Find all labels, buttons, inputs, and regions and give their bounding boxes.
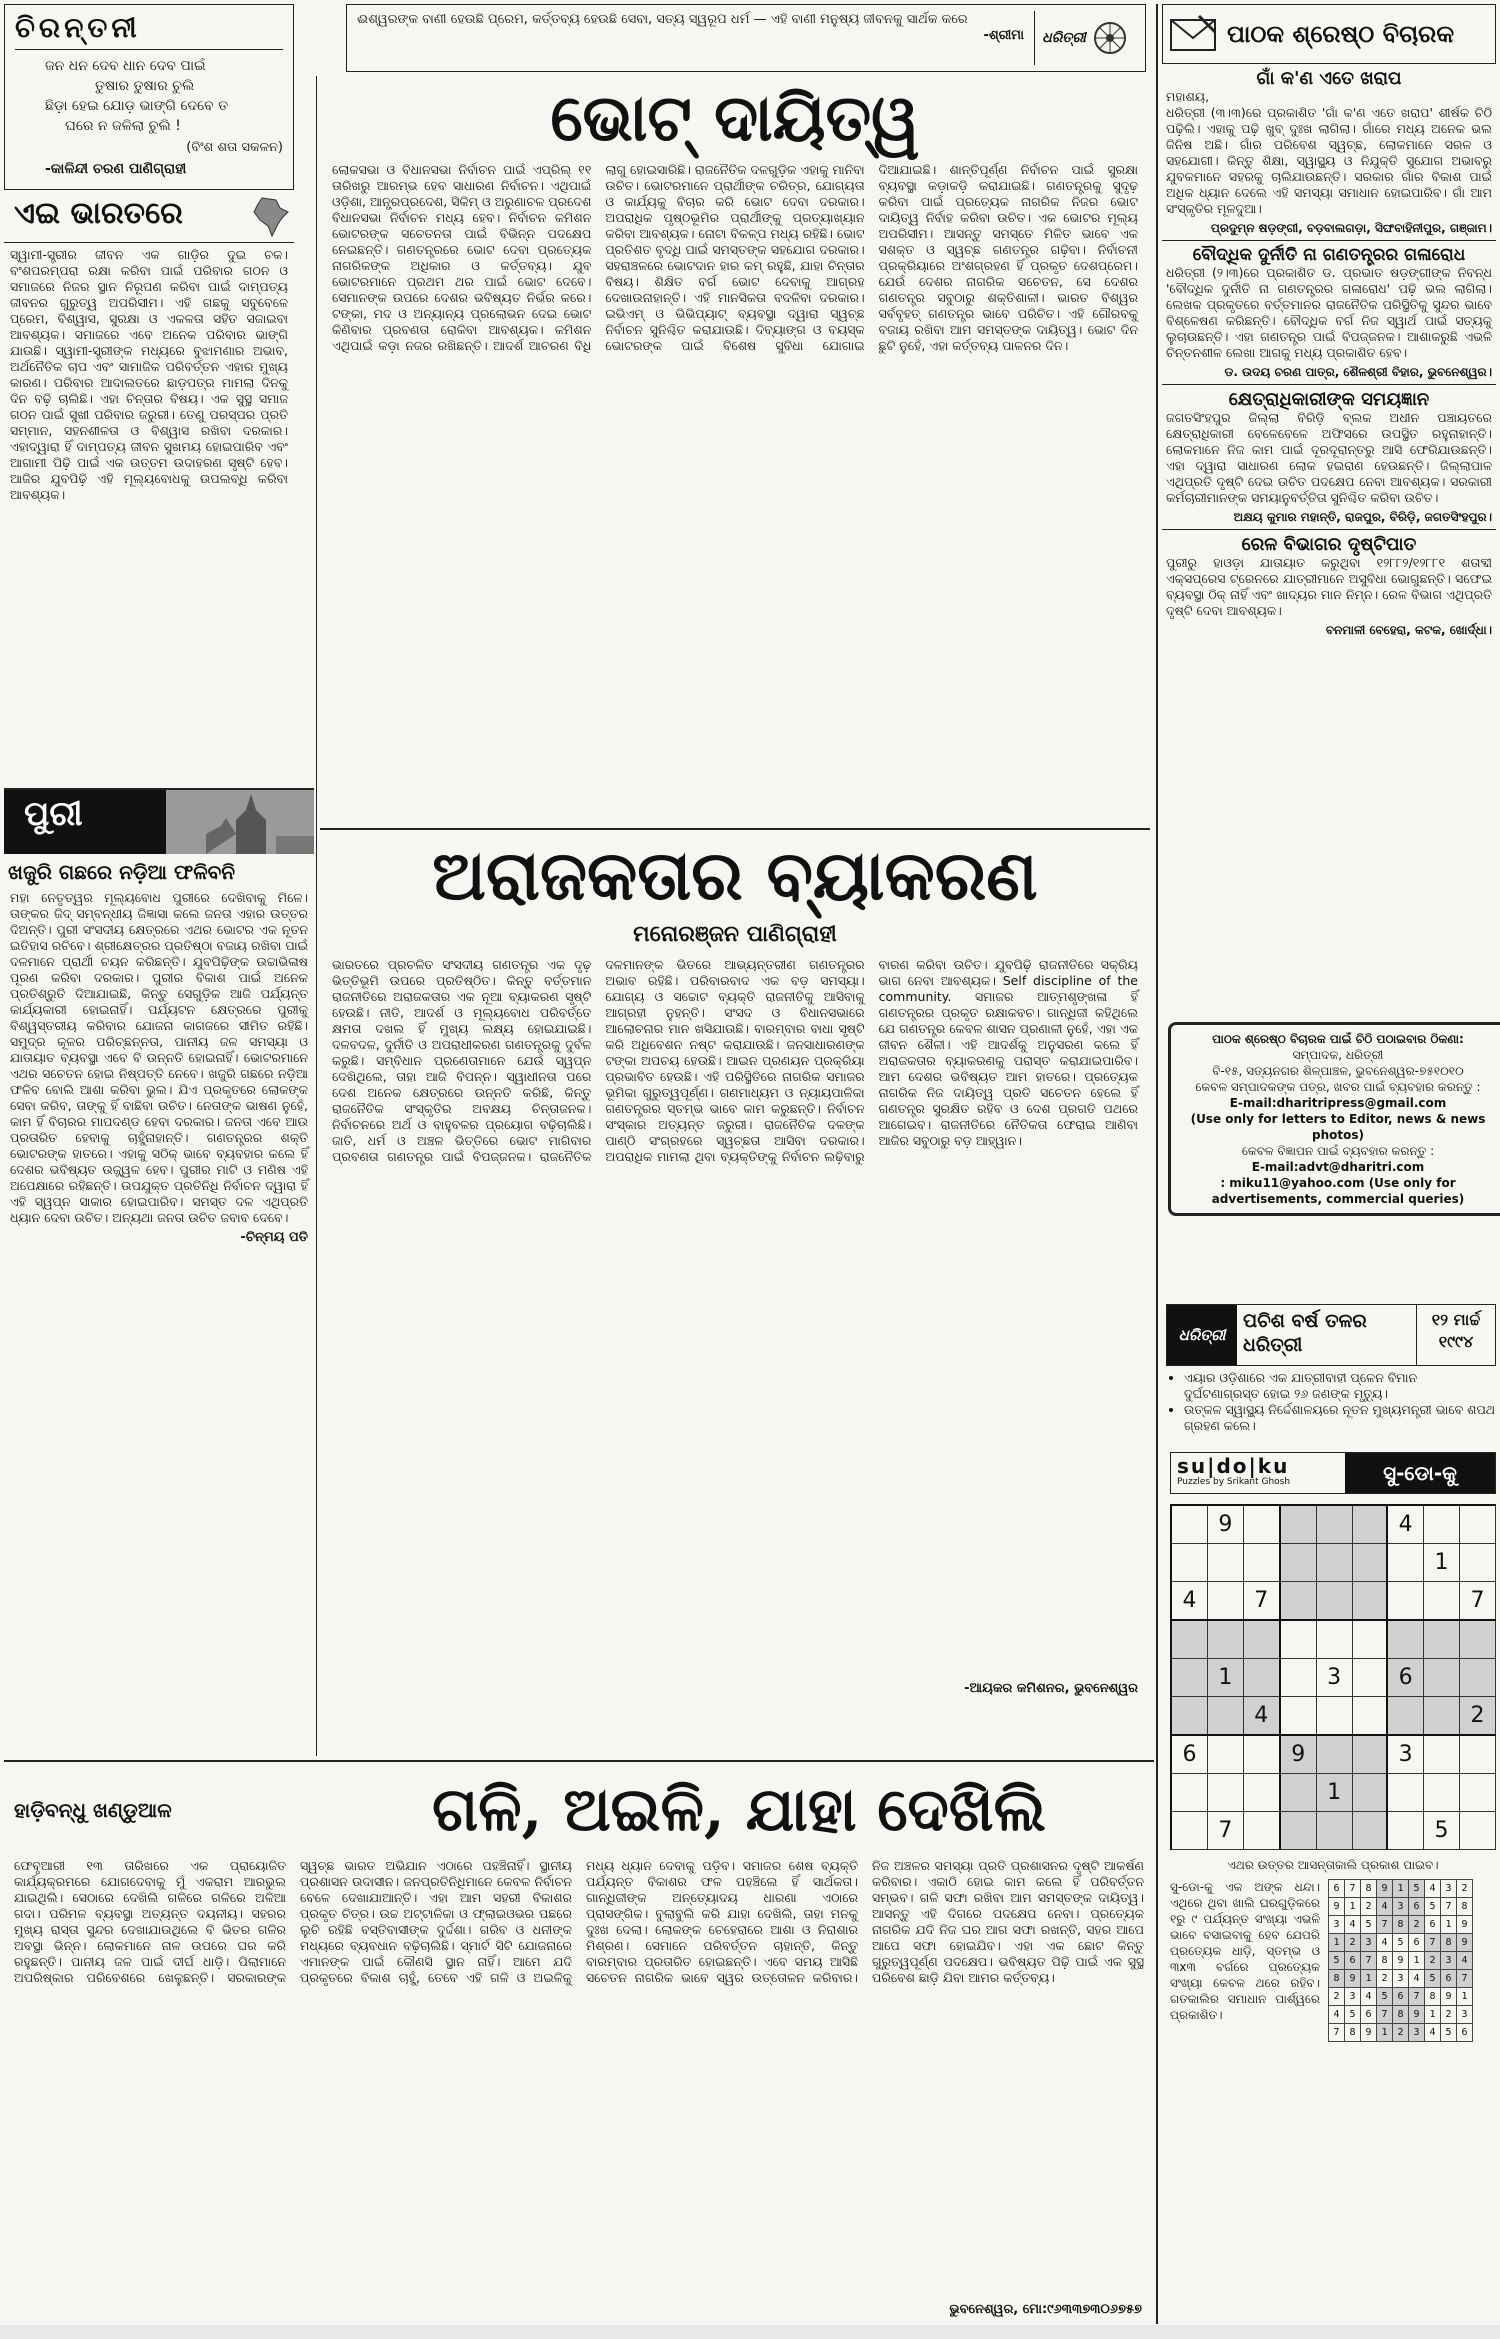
gali-headline: ଗଳି, ଅଇଳି, ଯାହା ଦେଖିଲି: [432, 1775, 1046, 1845]
solution-cell: 6: [1393, 1988, 1409, 2006]
solution-cell: 1: [1409, 1952, 1425, 1970]
sudoku-cell[interactable]: [1316, 1697, 1352, 1736]
twentyfive-logo: ଧରିତ୍ରୀ: [1167, 1305, 1237, 1365]
solution-cell: 4: [1377, 1934, 1393, 1952]
sudoku-cell[interactable]: [1280, 1774, 1316, 1812]
letter-1: ଗାଁ କ'ଣ ଏତେ ଖରାପ ମହାଶୟ, ଧରିତ୍ରୀ (୩।୩)ରେ ପ୍ରକାଶିତ 'ଗାଁ କ'ଣ ଏତେ ଖରାପ' ଶୀର୍ଷକ ଚିଠି ପଢ଼ିଲି। ଏହାକୁ ପଢ଼ି ଖୁବ୍ ଦୁଃଖ ଲାଗିଲା। ଗାଁରେ ମଧ୍ୟ ଅନେକ ଭଲ ଜିନିଷ ଅଛି। ଗାଁର ପରିବେଶ ସ୍ୱଚ୍ଛ, ଲୋକମାନେ ସରଳ ଓ ସହଯୋଗୀ। କିନ୍ତୁ ଶିକ୍ଷା, ସ୍ୱାସ୍ଥ୍ୟ ଓ ନିଯୁକ୍ତି ସୁଯୋଗ ଅଭାବରୁ ଯୁବକମାନେ ସହରକୁ ଚାଲିଯାଉଛନ୍ତି। ସରକାର ଗାଁର ବିକାଶ ପାଇଁ ଅଧିକ ଧ୍ୟାନ ଦେଲେ ଏହି ସମସ୍ୟା ସମାଧାନ ହୋଇପାରିବ। ଗାଁ ଆମ ସଂସ୍କୃତିର ମୂଳଦୁଆ। ପ୍ରଦୁମ୍ନ ଷଡ଼ଙ୍ଗୀ, ବଡ଼ବାଲଗଡ଼ା, ସିଙ୍ଘବାହିନୀପୁର, ଗଞ୍ଜାମ।: [1166, 68, 1492, 235]
ajibharat-title: ଏଇ ଭାରତରେ: [14, 196, 183, 231]
chirantani-source: (ବିଂଶ ଶତା ସକଳନ): [186, 140, 283, 155]
sudoku-cell[interactable]: [1171, 1620, 1207, 1659]
sudoku-cell[interactable]: 1: [1207, 1659, 1243, 1697]
solution-cell: 4: [1425, 2024, 1441, 2042]
sudoku-cell[interactable]: [1243, 1774, 1279, 1812]
ajibharat-body: ସ୍ୱାମୀ-ସ୍ତ୍ରୀର ଜୀବନ ଏକ ଗାଡ଼ିର ଦୁଇ ଚକ। ବଂଶପରମ୍ପରା ରକ୍ଷା କରିବା ପାଇଁ ପରିବାର ଗଠନ ଓ ସମାଜରେ ନିଜର ସ୍ଥାନ ନିରୂପଣ କରିବା ପାଇଁ ଦାମ୍ପତ୍ୟ ଜୀବନର ଗୁରୁତ୍ୱ ଅପରିସୀମ। ଏହି ଗଛକୁ ସବୁବେଳେ ପ୍ରେମ, ବିଶ୍ୱାସ, ସୁରକ୍ଷା ଓ ଏକଳତା ସହିତ ସଜାଇବା ଆବଶ୍ୟକ। ସମାଜରେ ଏବେ ଅନେକ ପରିବାର ଭାଙ୍ଗି ଯାଉଛି। ସ୍ୱାମୀ-ସ୍ତ୍ରୀଙ୍କ ମଧ୍ୟରେ ବୁଝାମଣାର ଅଭାବ, ଅର୍ଥନୈତିକ ଚାପ ଏବଂ ସାମାଜିକ ପରିବର୍ତ୍ତନ ଏହାର ମୁଖ୍ୟ କାରଣ। ପରିବାର ଆଦାଲତରେ ଛାଡ଼ପତ୍ର ମାମଲା ଦିନକୁ ଦିନ ବଢ଼ି ଚାଲିଛି। ଏହା ଚିନ୍ତାର ବିଷୟ। ଏକ ସୁସ୍ଥ ସମାଜ ଗଠନ ପାଇଁ ସୁଖୀ ପରିବାର ଜରୁରୀ। ତେଣୁ ପରସ୍ପର ପ୍ରତି ସମ୍ମାନ, ସହନଶୀଳତା ଓ ବିଶ୍ୱାସ ରଖିବା ଦରକାର। ଏହାଦ୍ୱାରା ହିଁ ଦାମ୍ପତ୍ୟ ଜୀବନ ସୁଖମୟ ହୋଇପାରିବ ଏବଂ ଆଗାମୀ ପିଢ଼ି ପାଇଁ ଏକ ଉତ୍ତମ ଉଦାହରଣ ସୃଷ୍ଟି ହେବ। ଆଜିର ଯୁବପିଢ଼ି ଏହି ମୂଲ୍ୟବୋଧକୁ ଉପଲବ୍ଧି କରିବା ଆବଶ୍ୟକ।: [10, 247, 288, 502]
solution-cell: 4: [1361, 1988, 1377, 2006]
email-advt[interactable]: E-mail:advt@dharitri.com: [1251, 1160, 1425, 1174]
solution-cell: 1: [1457, 1988, 1473, 2006]
sudoku-cell[interactable]: 1: [1316, 1774, 1352, 1812]
solution-cell: 9: [1457, 1916, 1473, 1934]
sudoku-cell[interactable]: [1424, 1620, 1460, 1659]
sudoku-cell[interactable]: [1352, 1812, 1387, 1850]
solution-cell: 5: [1361, 1916, 1377, 1934]
solution-cell: 4: [1425, 1880, 1441, 1898]
chakra-icon: [1092, 20, 1128, 56]
sudoku-cell[interactable]: [1316, 1544, 1352, 1582]
sudoku-cell[interactable]: [1352, 1735, 1387, 1774]
solution-cell: 1: [1425, 2006, 1441, 2024]
sudoku-cell[interactable]: [1352, 1620, 1387, 1659]
sudoku-grid[interactable]: [1170, 1504, 1496, 1850]
solution-cell: 9: [1345, 1970, 1361, 1988]
vote-body: ଲୋକସଭା ଓ ବିଧାନସଭା ନିର୍ବାଚନ ପାଇଁ ଏପ୍ରିଲ୍ ୧୧ ତାରିଖରୁ ଆରମ୍ଭ ହେବ ସାଧାରଣ ନିର୍ବାଚନ। ଏଥିପାଇଁ ଓଡ଼ିଶା, ଆନ୍ଧ୍ରପ୍ରଦେଶ, ସିକିମ୍ ଓ ଅରୁଣାଚଳ ପ୍ରଦେଶ ବିଧାନସଭା ନିର୍ବାଚନ ମଧ୍ୟ ହେବ। ନିର୍ବାଚନ କମିଶନ ଭୋଟରଙ୍କ ସଚେତନତା ପାଇଁ ବିଭିନ୍ନ ପଦକ୍ଷେପ ନେଇଛନ୍ତି। ଗଣତନ୍ତ୍ରରେ ଭୋଟ ଦେବା ପ୍ରତ୍ୟେକ ନାଗରିକଙ୍କ ଅଧିକାର ଓ କର୍ତ୍ତବ୍ୟ। ଯୁବ ଭୋଟରମାନେ ପ୍ରଥମ ଥର ପାଇଁ ଭୋଟ ଦେବେ। ସେମାନଙ୍କ ଉପରେ ଦେଶର ଭବିଷ୍ୟତ ନିର୍ଭର କରେ। ଟଙ୍କା, ମଦ ଓ ଅନ୍ୟାନ୍ୟ ପ୍ରଲୋଭନ ଦେଇ ଭୋଟ କିଣିବାର ପ୍ରବଣତା ରୋକିବା ଆବଶ୍ୟକ। କମିଶନ ଏଥିପାଇଁ କଡ଼ା ନଜର ରଖିଛନ୍ତି। ଆଦର୍ଶ ଆଚରଣ ବିଧି ଲାଗୁ ହୋଇସାରିଛି। ରାଜନୈତିକ ଦଳଗୁଡ଼ିକ ଏହାକୁ ମାନିବା ଉଚିତ। ଭୋଟରମାନେ ପ୍ରାର୍ଥୀଙ୍କ ଚରିତ୍ର, ଯୋଗ୍ୟତା ଓ କାର୍ଯ୍ୟକୁ ବିଚାର କରି ଭୋଟ ଦେବା ଦରକାର। ଅପରାଧିକ ପୃଷ୍ଠଭୂମିର ପ୍ରାର୍ଥୀଙ୍କୁ ପ୍ରତ୍ୟାଖ୍ୟାନ କରିବା ଆବଶ୍ୟକ। ନୋଟା ବିକଳ୍ପ ମଧ୍ୟ ରହିଛି। ଭୋଟ ପ୍ରତିଶତ ବୃଦ୍ଧି ପାଇଁ ସମସ୍ତଙ୍କ ସହଯୋଗ ଦରକାର। ସହରାଞ୍ଚଳରେ ଭୋଟଦାନ ହାର କମ୍ ରହୁଛି, ଯାହା ଚିନ୍ତାର ବିଷୟ। ଶିକ୍ଷିତ ବର୍ଗ ଭୋଟ ଦେବାକୁ ଆଗ୍ରହ ଦେଖାଉନାହାନ୍ତି। ଏହି ମାନସିକତା ବଦଳିବା ଦରକାର। ଇଭିଏମ୍ ଓ ଭିଭିପ୍ୟାଟ୍ ବ୍ୟବସ୍ଥା ଦ୍ୱାରା ସ୍ୱଚ୍ଛ ନିର୍ବାଚନ ସୁନିଶ୍ଚିତ କରାଯାଉଛି। ଦିବ୍ୟାଙ୍ଗ ଓ ବୟସ୍କ ଭୋଟରଙ୍କ ପାଇଁ ବିଶେଷ ସୁବିଧା ଯୋଗାଇ ଦିଆଯାଇଛି। ଶାନ୍ତିପୂର୍ଣ୍ଣ ନିର୍ବାଚନ ପାଇଁ ସୁରକ୍ଷା ବ୍ୟବସ୍ଥା କଡ଼ାକଡ଼ି କରାଯାଇଛି। ଗଣତନ୍ତ୍ରକୁ ସୁଦୃଢ଼ କରିବା ପାଇଁ ପ୍ରତ୍ୟେକ ନାଗରିକ ନିଜର ଭୋଟ ଦାୟିତ୍ୱ ନିର୍ବାହ କରିବା ଉଚିତ। ଏକ ଭୋଟର ମୂଲ୍ୟ ଅପରିସୀମ। ଆସନ୍ତୁ ସମସ୍ତେ ମିଳିତ ଭାବେ ଏକ ସଶକ୍ତ ଓ ସ୍ୱଚ୍ଛ ଗଣତନ୍ତ୍ର ଗଢ଼ିବା। ନିର୍ବାଚନୀ ପ୍ରକ୍ରିୟାରେ ଅଂଶଗ୍ରହଣ ହିଁ ପ୍ରକୃତ ଦେଶପ୍ରେମ। ଯେଉଁ ଦେଶର ନାଗରିକ ସଚେତନ, ସେ ଦେଶର ଗଣତନ୍ତ୍ର ସବୁଠାରୁ ଶକ୍ତିଶାଳୀ। ଭାରତ ବିଶ୍ୱର ସର୍ବବୃହତ୍ ଗଣତନ୍ତ୍ର ଭାବେ ପରିଚିତ। ଏହି ଗୌରବକୁ ବଜାୟ ରଖିବା ଆମ ସମସ୍ତଙ୍କ ଦାୟିତ୍ୱ। ଭୋଟ ଦିନ ଛୁଟି ନୁହେଁ, ଏହା କର୍ତ୍ତବ୍ୟ ପାଳନର ଦିନ।: [332, 162, 1138, 353]
dharitri-logo: ଧରିତ୍ରୀ: [1042, 30, 1086, 46]
sudoku-cell[interactable]: [1424, 1697, 1460, 1736]
solution-cell: 6: [1441, 1970, 1457, 1988]
solution-cell: 2: [1393, 2024, 1409, 2042]
solution-cell: 2: [1345, 1934, 1361, 1952]
sudoku-cell[interactable]: [1316, 1582, 1352, 1621]
chirantani-author: -କାଳିନ୍ଦୀ ଚରଣ ପାଣିଗ୍ରାହୀ: [45, 161, 187, 177]
letter-3: କ୍ଷେତ୍ରାଧିକାରୀଙ୍କ ସମୟଜ୍ଞାନ ଜଗତସିଂହପୁର ଜିଲ୍ଲା ବିରିଡ଼ି ବ୍ଲକ ଅଧୀନ ପଞ୍ଚାୟତରେ କ୍ଷେତ୍ରାଧିକାରୀ ବେଳେବେଳେ ଅଫିସରେ ଉପସ୍ଥିତ ରହୁନାହାନ୍ତି। ଲୋକମାନେ ନିଜ କାମ ପାଇଁ ଦୂରଦୂରାନ୍ତରୁ ଆସି ଫେରିଯାଉଛନ୍ତି। ଏହା ଦ୍ୱାରା ସାଧାରଣ ଲୋକ ହଇରାଣ ହେଉଛନ୍ତି। ଜିଲ୍ଲାପାଳ ଏଥିପ୍ରତି ଦୃଷ୍ଟି ଦେଇ ଉଚିତ ପଦକ୍ଷେପ ନେବା ଆବଶ୍ୟକ। ସରକାରୀ କର୍ମଚାରୀମାନଙ୍କ ସମୟାନୁବର୍ତ୍ତିତା ସୁନିଶ୍ଚିତ କରିବା ଉଚିତ। ଅକ୍ଷୟ କୁମାର ମହାନ୍ତି, ରାଜପୁର, ବିରିଡ଼ି, ଜଗତସିଂହପୁର।: [1162, 384, 1496, 529]
sudoku-cell[interactable]: [1243, 1544, 1279, 1582]
sudoku-cell[interactable]: 9: [1207, 1505, 1243, 1544]
letter-icon: [1169, 14, 1219, 54]
solution-cell: 8: [1329, 1970, 1345, 1988]
solution-cell: 8: [1393, 2006, 1409, 2024]
sudoku-cell[interactable]: [1387, 1582, 1423, 1621]
sudoku-cell[interactable]: [1280, 1812, 1316, 1850]
gali-signoff: ଭୁବନେଶ୍ୱର, ମୋ:୯୬୩୩୭୩୦୬୭୫୭: [949, 2302, 1142, 2317]
sudoku-cell[interactable]: [1171, 1697, 1207, 1736]
email-yahoo[interactable]: : miku11@yahoo.com (Use only for: [1220, 1176, 1456, 1190]
sudoku-cell[interactable]: [1316, 1505, 1352, 1544]
twentyfive-title: ପଚିଶ ବର୍ଷ ତଳର ଧରିତ୍ରୀ: [1243, 1310, 1367, 1356]
solution-cell: 6: [1409, 1898, 1425, 1916]
solution-cell: 2: [1457, 1880, 1473, 1898]
twentyfive-years: [1166, 1304, 1496, 1444]
sudoku-cell[interactable]: 7: [1207, 1812, 1243, 1850]
solution-cell: 5: [1425, 1970, 1441, 1988]
solution-cell: 7: [1329, 2024, 1345, 2042]
solution-cell: 5: [1409, 1880, 1425, 1898]
solution-cell: 9: [1457, 1934, 1473, 1952]
solution-cell: 7: [1425, 1934, 1441, 1952]
solution-cell: 2: [1409, 1916, 1425, 1934]
sudoku-cell[interactable]: [1243, 1505, 1279, 1544]
sudoku-cell[interactable]: [1316, 1735, 1352, 1774]
sudoku-cell[interactable]: [1460, 1659, 1496, 1697]
sudoku-cell[interactable]: 5: [1424, 1812, 1460, 1850]
vote-headline: ଭୋଟ୍ ଦାୟିତ୍ୱ: [550, 81, 920, 156]
solution-cell: 8: [1457, 1898, 1473, 1916]
solution-cell: 2: [1377, 1970, 1393, 1988]
puri-column: [4, 788, 314, 1758]
column-rule: [1156, 4, 1158, 2324]
sudoku-cell[interactable]: [1352, 1774, 1387, 1812]
sudoku-cell[interactable]: 6: [1387, 1659, 1423, 1697]
sudoku-cell[interactable]: [1352, 1659, 1387, 1697]
arajakata-headline: ଅରାଜକତାର ବ୍ୟାକରଣ: [432, 836, 1038, 916]
india-map-icon: [250, 196, 290, 240]
sudoku-cell[interactable]: [1460, 1812, 1496, 1850]
twentyfive-date: ୧୨ ମାର୍ଚ୍ଚ ୧୯୯୪: [1416, 1305, 1495, 1365]
solution-cell: 6: [1345, 1952, 1361, 1970]
solution-cell: 3: [1361, 1934, 1377, 1952]
solution-cell: 4: [1377, 1898, 1393, 1916]
solution-cell: 7: [1457, 1970, 1473, 1988]
sudoku-cell[interactable]: [1280, 1544, 1316, 1582]
sudoku-cell[interactable]: [1460, 1505, 1496, 1544]
arajakata-article: [320, 828, 1150, 1723]
temple-image: [166, 790, 314, 854]
twentyfive-item: • ଏୟାର ଓଡ଼ିଶାରେ ଏକ ଯାତ୍ରୀବାହୀ ପ୍ଳେନ ବିମାନ ଦୁର୍ଘଟଣାଗ୍ରସ୍ତ ହୋଇ ୨୬ ଜଣଙ୍କ ମୃତ୍ୟୁ।: [1184, 1370, 1496, 1402]
solution-cell: 3: [1441, 1952, 1457, 1970]
solution-cell: 9: [1409, 2006, 1425, 2024]
sudoku-cell[interactable]: [1460, 1544, 1496, 1582]
solution-cell: 5: [1377, 1988, 1393, 2006]
solution-cell: 6: [1361, 2006, 1377, 2024]
sudoku-cell[interactable]: [1424, 1774, 1460, 1812]
puri-author: -ଚିନ୍ମୟ ପତି: [240, 1230, 308, 1245]
chirantani-box: [4, 4, 294, 190]
letter-4: ରେଳ ବିଭାଗର ଦୃଷ୍ଟିପାତ ପୁରୀରୁ ହାଓଡ଼ା ଯାତାୟାତ କରୁଥିବା ୧୨୮୮୨/୧୨୮୮୧ ଶତାବ୍ଦୀ ଏକ୍ସପ୍ରେସ ଟ୍ରେନରେ ଯାତ୍ରୀମାନେ ଅସୁବିଧା ଭୋଗୁଛନ୍ତି। ସଫେଇ ବ୍ୟବସ୍ଥା ଠିକ୍ ନାହିଁ ଏବଂ ଖାଦ୍ୟର ମାନ ନିମ୍ନ। ରେଳ ବିଭାଗ ଏଥିପ୍ରତି ଦୃଷ୍ଟି ଦେବା ଆବଶ୍ୟକ। ବନମାଳୀ ବେହେରା, କଟକ, ଖୋର୍ଦ୍ଧା।: [1162, 529, 1496, 642]
letters-header: ପାଠକ ଶ୍ରେଷ୍ଠ ବିଚାରକ: [1227, 20, 1455, 48]
sudoku-cell[interactable]: 3: [1387, 1735, 1423, 1774]
sudoku-cell[interactable]: 6: [1171, 1735, 1207, 1774]
solution-cell: 4: [1409, 1970, 1425, 1988]
solution-cell: 2: [1329, 1988, 1345, 2006]
sudoku-cell[interactable]: 4: [1171, 1582, 1207, 1621]
solution-cell: 3: [1345, 1988, 1361, 2006]
gali-body: ଫେବୃଆରୀ ୧୩ ତାରିଖରେ ଏକ ପ୍ରାୟୋଜିତ କାର୍ଯ୍ୟକ୍ରମରେ ଯୋଗଦେବାକୁ ମୁଁ ଏକରାମ ଆରଭୁଲ ଯାଇଥିଲି। ସେଠାରେ ଦେଖିଲି ଗଳିରେ ଗଳିରେ ଅଳିଆ ଗଦା। ପରିମଳ ବ୍ୟବସ୍ଥା ଅତ୍ୟନ୍ତ ଦୟନୀୟ। ସହରର ମୁଖ୍ୟ ରାସ୍ତା ସୁନ୍ଦର ଦେଖାଯାଉଥିଲେ ବି ଭିତର ଗଳିର ଅବସ୍ଥା ଭିନ୍ନ। ଲୋକମାନେ ନାଳ ଉପରେ ଘର କରି ରହୁଛନ୍ତି। ପାନୀୟ ଜଳ ପାଇଁ ଦୀର୍ଘ ଧାଡ଼ି। ପିଲାମାନେ ଅପରିଷ୍କାର ପରିବେଶରେ ଖେଳୁଛନ୍ତି। ସରକାରଙ୍କ ସ୍ୱଚ୍ଛ ଭାରତ ଅଭିଯାନ ଏଠାରେ ପହଞ୍ଚିନାହିଁ। ସ୍ଥାନୀୟ ପ୍ରଶାସନ ଉଦାସୀନ। ଜନପ୍ରତିନିଧିମାନେ କେବଳ ନିର୍ବାଚନ ବେଳେ ଦେଖାଯାଆନ୍ତି। ଏହା ଆମ ସହରୀ ବିକାଶର ପ୍ରକୃତ ଚିତ୍ର। ଉଚ୍ଚ ଅଟ୍ଟାଳିକା ଓ ଫ୍ଲାଇଓଭର ପଛରେ ଲୁଚି ରହିଛି ବସ୍ତିବାସୀଙ୍କ ଦୁର୍ଦ୍ଦଶା। ଗରିବ ଓ ଧନୀଙ୍କ ମଧ୍ୟରେ ବ୍ୟବଧାନ ବଢ଼ିଚାଲିଛି। ସ୍ମାର୍ଟ ସିଟି ଯୋଜନାରେ ଏମାନଙ୍କ ପାଇଁ କୌଣସି ସ୍ଥାନ ନାହିଁ। ଆମେ ଯଦି ପ୍ରକୃତରେ ବିକାଶ ଚାହୁଁ, ତେବେ ଏହି ଗଳି ଓ ଅଇଳିକୁ ମଧ୍ୟ ଧ୍ୟାନ ଦେବାକୁ ପଡ଼ିବ। ସମାଜର ଶେଷ ବ୍ୟକ୍ତି ପର୍ଯ୍ୟନ୍ତ ବିକାଶର ଫଳ ପହଞ୍ଚିଲେ ହିଁ ସାର୍ଥକତା। ଗାନ୍ଧିଜୀଙ୍କ ଅନ୍ତ୍ୟୋଦୟ ଧାରଣା ଏଠାରେ ପ୍ରାସଙ୍ଗିକ। ବୁଲାବୁଲି କରି ଯାହା ଦେଖିଲି, ତାହା ମନକୁ ଦୁଃଖ ଦେଲା। ଲୋକଙ୍କ ଚେହେରାରେ ଆଶା ଓ ନିରାଶାର ମିଶ୍ରଣ। ସେମାନେ ପରିବର୍ତ୍ତନ ଚାହାନ୍ତି, କିନ୍ତୁ ବାରମ୍ବାର ପ୍ରତାରିତ ହୋଇଛନ୍ତି। ଏବେ ସମୟ ଆସିଛି ସଚେତନ ନାଗରିକ ଭାବେ ସ୍ୱର ଉତ୍ତୋଳନ କରିବାର। ନିଜ ଅଞ୍ଚଳର ସମସ୍ୟା ପ୍ରତି ପ୍ରଶାସନର ଦୃଷ୍ଟି ଆକର୍ଷଣ କରିବାର। ଏକାଠି ହୋଇ କାମ କଲେ ହିଁ ପରିବର୍ତ୍ତନ ସମ୍ଭବ। ଗଳି ସଫା ରଖିବା ଆମ ସମସ୍ତଙ୍କ ଦାୟିତ୍ୱ। ଆସନ୍ତୁ ଏହି ଦିଗରେ ପଦକ୍ଷେପ ନେବା। ପ୍ରତ୍ୟେକ ନାଗରିକ ଯଦି ନିଜ ଘର ଆଗ ସଫା ରଖନ୍ତି, ସହର ଆପେ ଆପେ ସଫା ହୋଇଯିବ। ଏହା ଏକ ଛୋଟ କିନ୍ତୁ ଗୁରୁତ୍ୱପୂର୍ଣ୍ଣ ପଦକ୍ଷେପ। ଭବିଷ୍ୟତ ପିଢ଼ି ପାଇଁ ଏକ ସୁସ୍ଥ ପରିବେଶ ଛାଡ଼ି ଯିବା ଆମର କର୍ତ୍ତବ୍ୟ।: [14, 1858, 1144, 1985]
solution-cell: 4: [1457, 1952, 1473, 1970]
sudoku-cell[interactable]: [1316, 1620, 1352, 1659]
sudoku-cell[interactable]: [1243, 1812, 1279, 1850]
email-editor[interactable]: E-mail:dharitripress@gmail.com: [1229, 1096, 1447, 1110]
solution-cell: 6: [1409, 1934, 1425, 1952]
solution-cell: 8: [1345, 2024, 1361, 2042]
sudoku-rules: ସୁ-ଡୋ-କୁ ଏକ ଅଙ୍କ ଧନ୍ଦା। ଏଥିରେ ଥିବା ଖାଲି ଘରଗୁଡ଼ିକରେ ୧ରୁ ୯ ପର୍ଯ୍ୟନ୍ତ ସଂଖ୍ୟା ଏଭଳି ଭାବେ ବସାଇବାକୁ ହେବ ଯେପରି ପ୍ରତ୍ୟେକ ଧାଡ଼ି, ସ୍ତମ୍ଭ ଓ ୩x୩ ବର୍ଗରେ ପ୍ରତ୍ୟେକ ସଂଖ୍ୟା କେବଳ ଥରେ ରହିବ। ଗତକାଲିର ସମାଧାନ ପାର୍ଶ୍ୱରେ ପ୍ରକାଶିତ।: [1170, 1880, 1320, 2022]
arajakata-byline: ମନୋରଞ୍ଜନ ପାଣିଗ୍ରାହୀ: [633, 922, 837, 947]
sudoku-cell[interactable]: [1387, 1774, 1423, 1812]
sudoku-brand: su|do|ku: [1177, 1454, 1290, 1478]
chirantani-poem: ଜନ ଧନ ଦେବ ଧାନ ଦେବ ପାଇଁ ତୁଷାର ତୁଷାର ଚୁଲି ଛିଡ଼ା ହେଇ ଯୋଡ଼ ଭାଙ୍ଗି ଦେବେ ତ ଘରେ ନ ଜଳିଲା ଚୁଲି !: [45, 58, 229, 134]
solution-cell: 1: [1441, 1916, 1457, 1934]
solution-cell: 1: [1361, 1970, 1377, 1988]
letter-2: ବୌଦ୍ଧିକ ଦୁର୍ନୀତି ନା ଗଣତନ୍ତ୍ରର ଗଳାରୋଧ ଧରିତ୍ରୀ (୨।୩)ରେ ପ୍ରକାଶିତ ଡ. ପ୍ରଭାତ ଷଡ଼ଙ୍ଗୀଙ୍କ ନିବନ୍ଧ 'ବୌଦ୍ଧିକ ଦୁର୍ନୀତି ନା ଗଣତନ୍ତ୍ରର ଗଳାରୋଧ' ପଢ଼ି ଭଲ ଲାଗିଲା। ଲେଖକ ପ୍ରକୃତରେ ବର୍ତ୍ତମାନର ରାଜନୈତିକ ପରିସ୍ଥିତିକୁ ସୁନ୍ଦର ଭାବେ ବିଶ୍ଳେଷଣ କରିଛନ୍ତି। ବୌଦ୍ଧିକ ବର୍ଗ ନିଜ ସ୍ୱାର୍ଥ ପାଇଁ ସତ୍ୟକୁ ଲୁଚାଉଛନ୍ତି। ଏହା ଗଣତନ୍ତ୍ର ପାଇଁ ବିପଜ୍ଜନକ। ଆଶାକରୁଛି ଏଭଳି ଚିନ୍ତନଶୀଳ ଲେଖା ଆଗକୁ ମଧ୍ୟ ପ୍ରକାଶିତ ହେବ। ଡ. ଉଦୟ ଚରଣ ପାତ୍ର, ଶୈଳଶ୍ରୀ ବିହାର, ଭୁବନେଶ୍ୱର।: [1162, 240, 1496, 384]
sudoku-cell[interactable]: [1424, 1735, 1460, 1774]
solution-cell: 5: [1393, 1934, 1409, 1952]
solution-cell: 2: [1361, 1898, 1377, 1916]
sudoku-cell[interactable]: [1207, 1697, 1243, 1736]
twentyfive-item: • ଉତ୍କଳ ସ୍ୱାସ୍ଥ୍ୟ ନିର୍ଦ୍ଦେଶାଳୟରେ ନୂତନ ମୁଖ୍ୟମନ୍ତ୍ରୀ ଭାବେ ଶପଥ ଗ୍ରହଣ କଲେ।: [1184, 1402, 1496, 1434]
puri-headline: ଖଜୁରି ଗଛରେ ନଡ଼ିଆ ଫଳିବନି: [8, 860, 236, 884]
sudoku-cell[interactable]: [1171, 1544, 1207, 1582]
sudoku-cell[interactable]: [1387, 1812, 1423, 1850]
quote-attribution: -ଶ୍ରୀମା: [983, 28, 1024, 43]
solution-cell: 9: [1393, 1952, 1409, 1970]
sudoku-cell[interactable]: [1352, 1505, 1387, 1544]
sudoku-section: [1170, 1452, 1496, 2332]
solution-cell: 3: [1441, 1880, 1457, 1898]
solution-cell: 3: [1393, 1970, 1409, 1988]
sudoku-cell[interactable]: 4: [1387, 1505, 1423, 1544]
solution-cell: 5: [1329, 1952, 1345, 1970]
solution-cell: 1: [1345, 1898, 1361, 1916]
solution-cell: 9: [1329, 1898, 1345, 1916]
solution-cell: 5: [1425, 1898, 1441, 1916]
solution-cell: 6: [1329, 1880, 1345, 1898]
sudoku-cell[interactable]: 2: [1460, 1697, 1496, 1736]
sudoku-cell[interactable]: [1280, 1697, 1316, 1736]
sudoku-title: ସୁ-ଡୋ-କୁ: [1345, 1453, 1495, 1493]
solution-cell: 2: [1441, 2006, 1457, 2024]
solution-cell: 9: [1377, 1880, 1393, 1898]
solution-cell: 8: [1441, 1934, 1457, 1952]
solution-cell: 4: [1345, 1916, 1361, 1934]
chirantani-title: ଚିରନ୍ତନୀ: [15, 11, 141, 44]
solution-cell: 1: [1377, 2024, 1393, 2042]
sudoku-cell[interactable]: [1316, 1812, 1352, 1850]
arajakata-signoff: -ଆୟକର କମିଶନର, ଭୁବନେଶ୍ୱର: [964, 1681, 1138, 1696]
solution-cell: 3: [1409, 2024, 1425, 2042]
solution-cell: 3: [1457, 2006, 1473, 2024]
sudoku-cell[interactable]: [1460, 1735, 1496, 1774]
arajakata-body: ଭାରତରେ ପ୍ରଚଳିତ ସଂସଦୀୟ ଗଣତନ୍ତ୍ର ଏକ ଦୃଢ଼ ଭିତ୍ତିଭୂମି ଉପରେ ପ୍ରତିଷ୍ଠିତ। କିନ୍ତୁ ବର୍ତ୍ତମାନ ରାଜନୀତିରେ ଅରାଜକତାର ଏକ ନୂଆ ବ୍ୟାକରଣ ସୃଷ୍ଟି ହେଉଛି। ନୀତି, ଆଦର୍ଶ ଓ ମୂଲ୍ୟବୋଧ ପରିବର୍ତ୍ତେ କ୍ଷମତା ଦଖଲ ହିଁ ମୁଖ୍ୟ ଲକ୍ଷ୍ୟ ହୋଇଯାଇଛି। ଦଳବଦଳ, ଦୁର୍ନୀତି ଓ ଅପରାଧୀକରଣ ଗଣତନ୍ତ୍ରକୁ ଦୁର୍ବଳ କରୁଛି। ସମ୍ବିଧାନ ପ୍ରଣେତାମାନେ ଯେଉଁ ସ୍ୱପ୍ନ ଦେଖିଥିଲେ, ତାହା ଆଜି ବିପନ୍ନ। ସ୍ୱାଧୀନତା ପରେ ଦେଶ ଅନେକ କ୍ଷେତ୍ରରେ ଉନ୍ନତି କରିଛି, କିନ୍ତୁ ରାଜନୈତିକ ସଂସ୍କୃତିର ଅବକ୍ଷୟ ଚିନ୍ତାଜନକ। ନିର୍ବାଚନରେ ଅର୍ଥ ଓ ବାହୁବଳର ପ୍ରୟୋଗ ବଢ଼ିଚାଲିଛି। ଜାତି, ଧର୍ମ ଓ ଅଞ୍ଚଳ ଭିତ୍ତିରେ ଭୋଟ ମାଗିବାର ପ୍ରବଣତା ଗଣତନ୍ତ୍ର ପାଇଁ ବିପଜ୍ଜନକ। ରାଜନୈତିକ ଦଳମାନଙ୍କ ଭିତରେ ଆଭ୍ୟନ୍ତରୀଣ ଗଣତନ୍ତ୍ରର ଅଭାବ ରହିଛି। ପରିବାରବାଦ ଏକ ବଡ଼ ସମସ୍ୟା। ଯୋଗ୍ୟ ଓ ସଚ୍ଚୋଟ ବ୍ୟକ୍ତି ରାଜନୀତିକୁ ଆସିବାକୁ ଆଗ୍ରହୀ ନୁହନ୍ତି। ସଂସଦ ଓ ବିଧାନସଭାରେ ଆଲୋଚନାର ମାନ ଖସିଯାଉଛି। ବାରମ୍ବାର ବାଧା ସୃଷ୍ଟି କରି ଅଧିବେଶନ ନଷ୍ଟ କରାଯାଉଛି। ଜନସାଧାରଣଙ୍କ ଟଙ୍କା ଅପଚୟ ହେଉଛି। ଆଇନ ପ୍ରଣୟନ ପ୍ରକ୍ରିୟା ପ୍ରଭାବିତ ହେଉଛି। ଏହି ପରିସ୍ଥିତିରେ ନାଗରିକ ସମାଜର ଭୂମିକା ଗୁରୁତ୍ୱପୂର୍ଣ୍ଣ। ଗଣମାଧ୍ୟମ ଓ ନ୍ୟାୟପାଳିକା ଗଣତନ୍ତ୍ରର ସ୍ତମ୍ଭ ଭାବେ କାମ କରୁଛନ୍ତି। ନିର୍ବାଚନ ସଂସ୍କାର ଅତ୍ୟନ୍ତ ଜରୁରୀ। ରାଜନୈତିକ ଦଳଙ୍କ ପାଣ୍ଠି ସଂଗ୍ରହରେ ସ୍ୱଚ୍ଛତା ଆସିବା ଦରକାର। ଅପରାଧିକ ମାମଲା ଥିବା ବ୍ୟକ୍ତିଙ୍କୁ ନିର୍ବାଚନ ଲଢ଼ିବାରୁ ବାରଣ କରିବା ଉଚିତ। ଯୁବପିଢ଼ି ରାଜନୀତିରେ ସକ୍ରିୟ ଭାଗ ନେବା ଆବଶ୍ୟକ। Self discipline of the community. ସମାଜର ଆତ୍ମଶୃଙ୍ଖଳା ହିଁ ଗଣତନ୍ତ୍ରର ପ୍ରକୃତ ରକ୍ଷାକବଚ। ଗାନ୍ଧିଜୀ କହିଥିଲେ ଯେ ଗଣତନ୍ତ୍ର କେବଳ ଶାସନ ପ୍ରଣାଳୀ ନୁହେଁ, ଏହା ଏକ ଜୀବନ ଶୈଳୀ। ଏହି ଆଦର୍ଶକୁ ଅନୁସରଣ କଲେ ହିଁ ଅରାଜକତାର ବ୍ୟାକରଣକୁ ପରାସ୍ତ କରାଯାଇପାରିବ। ଆମ ଦେଶର ଭବିଷ୍ୟତ ଆମ ହାତରେ। ପ୍ରତ୍ୟେକ ନାଗରିକ ନିଜ ଦାୟିତ୍ୱ ପ୍ରତି ସଚେତନ ହେଲେ ହିଁ ଗଣତନ୍ତ୍ର ସୁରକ୍ଷିତ ରହିବ ଓ ଦେଶ ପ୍ରଗତି ପଥରେ ଆଗେଇବ। ରାଜନୀତିରେ ନୈତିକତା ଫେରାଇ ଆଣିବା ଆଜିର ସବୁଠାରୁ ବଡ଼ ଆହ୍ୱାନ।: [332, 957, 1138, 1164]
masthead-quote: [346, 4, 1146, 72]
vote-editorial: [320, 76, 1150, 821]
puri-body: ମହା ନେତୃତ୍ୱର ମୂଲ୍ୟବୋଧ ପୁରୀରେ ଦେଖିବାକୁ ମିଳେ। ତାଙ୍କର ଜିଦ୍ ସମ୍ବନ୍ଧୀୟ ଜିଜ୍ଞାସା କଲେ ଜନତା ଏହାର ଉତ୍ତର ଦିଅନ୍ତି। ପୁରୀ ସଂସଦୀୟ କ୍ଷେତ୍ରରେ ଏଥର ଭୋଟର ଏକ ନୂତନ ଇତିହାସ ରଚିବେ। ଶ୍ରୀକ୍ଷେତ୍ରର ପ୍ରତିଷ୍ଠା ବଜାୟ ରଖିବା ପାଇଁ ଦଳମାନେ ପ୍ରାର୍ଥୀ ଚୟନ କରିଛନ୍ତି। ଯୁବପିଢ଼ିଙ୍କ ଉଚ୍ଚାଭିଳାଷ ପୂରଣ କରିବା ଦରକାର। ପୁରୀର ବିକାଶ ପାଇଁ ଅନେକ ପ୍ରତିଶ୍ରୁତି ଦିଆଯାଇଛି, କିନ୍ତୁ ସେଗୁଡ଼ିକ ଆଜି ପର୍ଯ୍ୟନ୍ତ କାର୍ଯ୍ୟକାରୀ ହୋଇନାହିଁ। ପର୍ଯ୍ୟଟନ କ୍ଷେତ୍ରରେ ପୁରୀକୁ ବିଶ୍ୱସ୍ତରୀୟ କରିବାର ଯୋଜନା କାଗଜରେ ସୀମିତ ରହିଛି। ସମୁଦ୍ର କୂଳର ପରିଚ୍ଛନ୍ନତା, ପାନୀୟ ଜଳ ସମସ୍ୟା ଓ ଯାତାୟାତ ବ୍ୟବସ୍ଥା ଏବେ ବି ଉନ୍ନତି ହୋଇନାହିଁ। ଭୋଟରମାନେ ଏଥର ସଚେତନ ହୋଇ ନିଷ୍ପତ୍ତି ନେବେ। ଖଜୁରି ଗଛରେ ନଡ଼ିଆ ଫଳିବ ବୋଲି ଆଶା କରିବା ଭୁଲ। ଯିଏ ପ୍ରକୃତରେ ଲୋକଙ୍କ ସେବା କରିବ, ତାଙ୍କୁ ହିଁ ବାଛିବା ଉଚିତ। ନେତାଙ୍କ ଭାଷଣ ନୁହେଁ, କାମ ହିଁ ବିଚାରର ମାପଦଣ୍ଡ ହେବା ଦରକାର। ଜନତା ଏବେ ଆଉ ପ୍ରତାରିତ ହେବାକୁ ଚାହୁଁନାହାନ୍ତି। ଗଣତନ୍ତ୍ରର ଶକ୍ତି ଭୋଟରଙ୍କ ହାତରେ। ଏହାକୁ ସଠିକ୍ ଭାବେ ବ୍ୟବହାର କଲେ ହିଁ ଦେଶର ଭବିଷ୍ୟତ ଉଜ୍ଜ୍ୱଳ ହେବ। ପୁରୀର ମାଟି ଓ ମଣିଷ ଏହି ଅପେକ୍ଷାରେ ରହିଛନ୍ତି। ଉପଯୁକ୍ତ ପ୍ରତିନିଧି ନିର୍ବାଚନ ଦ୍ୱାରା ହିଁ ଏହି ସ୍ୱପ୍ନ ସାକାର ହୋଇପାରିବ। ସମସ୍ତ ଦଳ ଏଥିପ୍ରତି ଧ୍ୟାନ ଦେବା ଉଚିତ। ଅନ୍ୟଥା ଜନତା ଉଚିତ ଜବାବ ଦେବେ।: [10, 890, 308, 1225]
sudoku-cell[interactable]: [1207, 1544, 1243, 1582]
solution-cell: 8: [1425, 1988, 1441, 2006]
sudoku-note: ଏଥର ଉତ୍ତର ଆସନ୍ତାକାଲି ପ୍ରକାଶ ପାଇବ।: [1227, 1858, 1439, 1872]
sudoku-cell[interactable]: [1207, 1582, 1243, 1621]
solution-cell: 1: [1329, 1934, 1345, 1952]
solution-cell: 7: [1377, 1916, 1393, 1934]
solution-cell: 7: [1441, 1898, 1457, 1916]
solution-cell: 5: [1441, 2024, 1457, 2042]
sudoku-cell[interactable]: [1387, 1620, 1423, 1659]
sudoku-tagline: Puzzles by Srikant Ghosh: [1177, 1477, 1291, 1487]
sudoku-cell[interactable]: [1424, 1582, 1460, 1621]
sudoku-cell[interactable]: [1460, 1620, 1496, 1659]
sudoku-cell[interactable]: [1460, 1774, 1496, 1812]
solution-cell: 4: [1329, 2006, 1345, 2024]
sudoku-cell[interactable]: [1207, 1774, 1243, 1812]
sudoku-cell[interactable]: [1280, 1659, 1316, 1697]
solution-cell: 2: [1425, 1952, 1441, 1970]
ajibharat-column: [4, 196, 294, 796]
sudoku-cell[interactable]: 3: [1316, 1659, 1352, 1697]
sudoku-cell[interactable]: 4: [1243, 1697, 1279, 1736]
solution-cell: 9: [1441, 1988, 1457, 2006]
sudoku-cell[interactable]: [1387, 1697, 1423, 1736]
letters-column: [1162, 4, 1496, 1294]
sudoku-cell[interactable]: [1207, 1620, 1243, 1659]
sudoku-cell[interactable]: [1207, 1735, 1243, 1774]
solution-cell: 1: [1393, 1880, 1409, 1898]
solution-cell: 8: [1361, 1880, 1377, 1898]
solution-cell: 6: [1457, 2024, 1473, 2042]
solution-cell: 8: [1393, 1916, 1409, 1934]
gali-article: [4, 1760, 1154, 2330]
sudoku-solution: [1328, 1879, 1473, 2042]
solution-cell: 8: [1377, 1952, 1393, 1970]
sudoku-cell[interactable]: [1171, 1774, 1207, 1812]
solution-cell: 3: [1393, 1898, 1409, 1916]
solution-cell: 7: [1361, 1952, 1377, 1970]
sudoku-cell[interactable]: 7: [1243, 1582, 1279, 1621]
quote-text: ଈଶ୍ୱରଙ୍କ ବାଣୀ ହେଉଛି ପ୍ରେମ, କର୍ତ୍ତବ୍ୟ ହେଉଛି ସେବା, ସତ୍ୟ ସ୍ୱରୂପ ଧର୍ମ — ଏହି ବାଣୀ ମନୁଷ୍ୟ ଜୀବନକୁ ସାର୍ଥକ କରେ: [357, 12, 968, 27]
sudoku-cell[interactable]: [1171, 1505, 1207, 1544]
sudoku-cell[interactable]: [1280, 1505, 1316, 1544]
sudoku-cell[interactable]: [1387, 1544, 1423, 1582]
sudoku-cell[interactable]: 9: [1280, 1735, 1316, 1774]
solution-cell: 7: [1409, 1988, 1425, 2006]
sudoku-cell[interactable]: [1424, 1659, 1460, 1697]
sudoku-cell[interactable]: 1: [1424, 1544, 1460, 1582]
solution-cell: 9: [1361, 2024, 1377, 2042]
sudoku-cell[interactable]: [1243, 1659, 1279, 1697]
sudoku-cell[interactable]: [1352, 1544, 1387, 1582]
page-footer: [0, 2325, 1500, 2339]
sudoku-cell[interactable]: [1243, 1735, 1279, 1774]
solution-cell: 7: [1377, 2006, 1393, 2024]
sudoku-cell[interactable]: [1171, 1812, 1207, 1850]
gali-section: ହାଡ଼ିବନ୍ଧୁ ଖଣ୍ଡୁଆଳ: [14, 1798, 172, 1822]
solution-cell: 5: [1345, 2006, 1361, 2024]
sudoku-cell[interactable]: 7: [1460, 1582, 1496, 1621]
sudoku-cell[interactable]: [1280, 1582, 1316, 1621]
solution-cell: 3: [1329, 1916, 1345, 1934]
puri-title: ପୁରୀ: [4, 790, 166, 854]
solution-cell: 6: [1425, 1916, 1441, 1934]
contact-box: ପାଠକ ଶ୍ରେଷ୍ଠ ବିଚାରକ ପାଇଁ ଚିଠି ପଠାଇବାର ଠିକଣା: ସମ୍ପାଦକ, ଧରିତ୍ରୀ ବି-୧୫, ସତ୍ୟନଗର ଶିଳ୍ପାଞ୍ଚଳ, ଭୁବନେଶ୍ୱର-୭୫୧୦୧୦ କେବଳ ସମ୍ପାଦକଙ୍କ ପତ୍ର, ଖବର ପାଇଁ ବ୍ୟବହାର କରନ୍ତୁ : E-mail:dharitripress@gmail.com (Use only for letters to Editor, news & news photos) କେବଳ ବିଜ୍ଞାପନ ପାଇଁ ବ୍ୟବହାର କରନ୍ତୁ : E-mail:advt@dharitri.com : miku11@yahoo.com (Use only for advertisements, commercial queries): [1168, 1022, 1500, 1216]
sudoku-cell[interactable]: [1243, 1620, 1279, 1659]
sudoku-cell[interactable]: [1352, 1697, 1387, 1736]
sudoku-cell[interactable]: [1352, 1582, 1387, 1621]
sudoku-cell[interactable]: [1424, 1505, 1460, 1544]
sudoku-cell[interactable]: [1171, 1659, 1207, 1697]
sudoku-cell[interactable]: [1280, 1620, 1316, 1659]
solution-cell: 7: [1345, 1880, 1361, 1898]
column-rule: [316, 76, 317, 1756]
